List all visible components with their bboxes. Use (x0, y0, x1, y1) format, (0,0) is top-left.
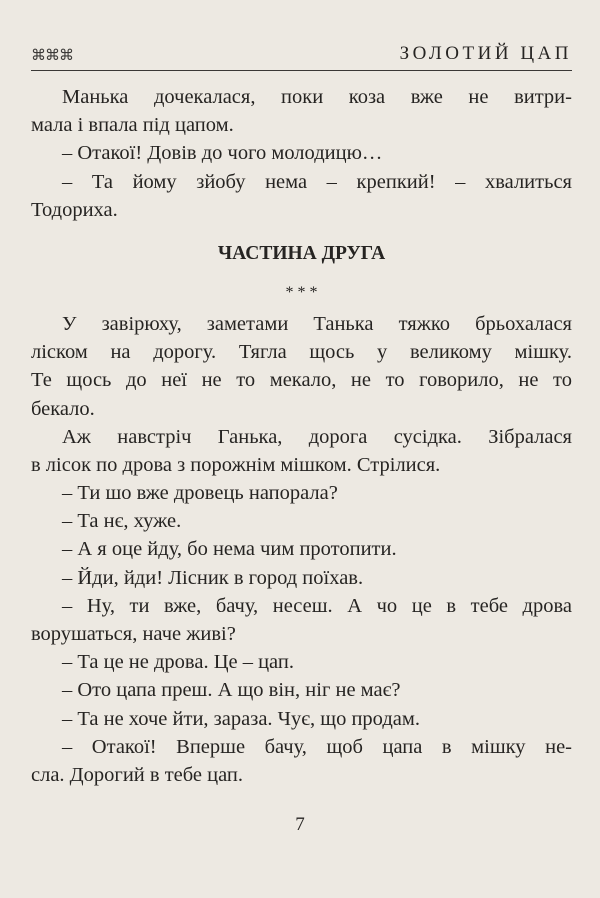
text-line: – Отакої! Довів до чого молодицю… (62, 142, 383, 165)
text-line: Аж навстріч Ганька, дорога сусідка. Зібралася (62, 425, 572, 448)
text-line: Манька дочекалася, поки коза вже не витри- (62, 86, 572, 108)
running-title: ЗОЛОТИЙ ЦАП (399, 43, 572, 64)
text-line: мала і впала під цапом. (31, 114, 234, 137)
page-body (31, 83, 572, 789)
text-line: – Ти шо вже дровець напорала? (62, 482, 338, 505)
text-line: Тодориха. (31, 198, 118, 221)
chapter-heading: ЧАСТИНА ДРУГА (217, 242, 386, 264)
text-line: в лісок по дрова з порожнім мішком. Стрілися. (31, 453, 441, 476)
text-line: У завірюху, заметами Танька тяжко брьохалася (62, 312, 572, 335)
text-line: – Ото цапа преш. А що він, ніг не має? (62, 679, 401, 702)
section-separator: * * * (285, 283, 318, 301)
text-line: – Та не хоче йти, зараза. Чує, що продам. (62, 707, 420, 730)
text-line: бекало. (31, 397, 95, 420)
text-line: – Ну, ти вже, бачу, несеш. А чо це в тебе дрова (62, 594, 572, 617)
text-line: – А я оце йду, бо нема чим протопити. (62, 538, 397, 561)
page-number: 7 (295, 814, 305, 835)
text-line: – Отакої! Вперше бачу, щоб цапа в мішку не- (62, 735, 572, 758)
ornament-icon: ⌘⌘⌘ (31, 48, 73, 64)
text-line: сла. Дорогий в тебе цап. (31, 763, 244, 786)
text-line: – Та нє, хуже. (62, 510, 182, 533)
text-line: – Та йому зйобу нема – крепкий! – хвалиться (62, 170, 572, 193)
text-line: ворушаться, наче живі? (31, 623, 236, 645)
text-line: ліском на дорогу. Тягла щось у великому мішку. (31, 341, 572, 364)
text-line: Те щось до неї не то мекало, не то говорило, не то (31, 369, 572, 392)
text-line: – Та це не дрова. Це – цап. (62, 651, 294, 674)
running-header (31, 40, 572, 71)
text-line: – Йди, йди! Лісник в город поїхав. (62, 566, 364, 589)
